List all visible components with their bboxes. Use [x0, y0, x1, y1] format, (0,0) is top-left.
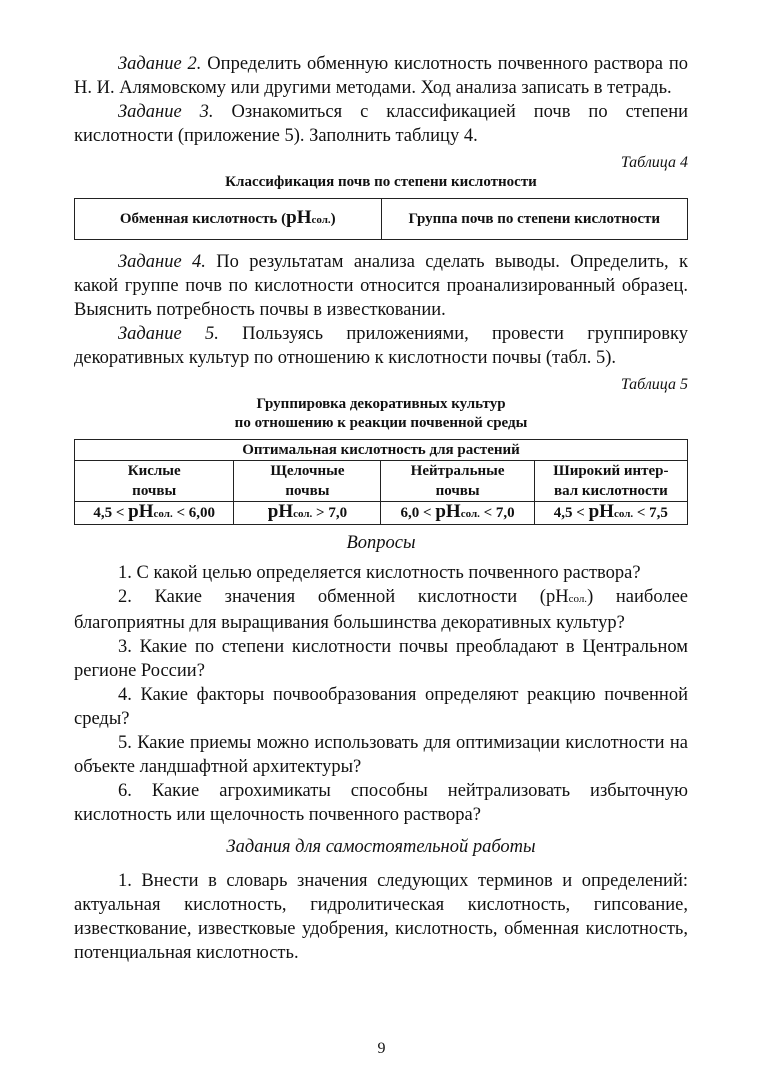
question-2 — [74, 585, 688, 635]
task4-text: По результатам анализа сделать выводы. Определить, к какой группе почв по кислотности относится проанализированный образец. Выяснить потребность почвы в известковании. — [74, 252, 688, 320]
col1-close: ) — [330, 211, 336, 227]
range-sub: сол. — [460, 508, 480, 520]
col-label-line2: почвы — [285, 483, 330, 499]
table4 — [74, 198, 688, 240]
table5-header-row — [75, 440, 688, 461]
task4-label: Задание 4. — [118, 252, 206, 272]
table5-caption: Таблица 5 — [620, 376, 688, 393]
range-ph: pH — [435, 501, 461, 522]
table4-title: Классификация почв по степени кислотности — [225, 174, 537, 190]
table5-title-line1: Группировка декоративных культур — [256, 396, 506, 412]
table5-range-wide — [534, 502, 687, 525]
col1-ph: pH — [286, 207, 312, 228]
range-post: < 6,00 — [172, 505, 216, 521]
task2-label: Задание 2. — [118, 54, 202, 74]
task5-paragraph — [74, 322, 688, 370]
range-sub: сол. — [613, 508, 634, 520]
table5-row-ranges — [75, 502, 688, 525]
self-work-task-1: 1. Внести в словарь значения следующих терминов и определений: актуальная кислотность, гидролитическая кислотность, гипсование, известкование, известковые удобрения, кислотность, обменная кислотность, потенциальная кислотность. — [74, 871, 688, 963]
task5-label: Задание 5. — [118, 324, 219, 344]
range-sub: сол. — [153, 508, 173, 520]
table5-range-neutral — [381, 502, 534, 525]
col-label-line1: Нейтральные — [410, 463, 505, 479]
range-pre: 4,5 < — [93, 505, 129, 521]
page — [74, 52, 688, 965]
table5-col-wide — [534, 461, 687, 502]
table5-range-alkaline — [234, 502, 381, 525]
table4-header-row — [75, 199, 688, 240]
table5-col-alkaline — [234, 461, 381, 502]
col-label-line2: почвы — [435, 483, 480, 499]
col-label-line2: вал кислотности — [553, 483, 668, 499]
col1-sub: сол. — [311, 214, 331, 226]
range-ph: pH — [267, 501, 294, 522]
range-ph: pH — [128, 501, 154, 522]
table5-header: Оптимальная кислотность для растений — [75, 440, 688, 461]
question-3: 3. Какие по степени кислотности почвы преобладают в Центральном регионе России? — [74, 637, 688, 681]
question-2-pre: 2. Какие значения обменной кислотности (pH — [118, 587, 569, 607]
table5-range-acid — [75, 502, 234, 525]
col1-text: Обменная кислотность ( — [119, 211, 287, 227]
range-pre: 6,0 < — [400, 505, 436, 521]
task3-label: Задание 3. — [118, 102, 214, 122]
table5-title-line2: по отношению к реакции почвенной среды — [234, 415, 528, 431]
col-label-line2: почвы — [132, 483, 177, 499]
table5-col-acid — [75, 461, 234, 502]
range-pre: 4,5 < — [553, 505, 589, 521]
col-label-line1: Широкий интер- — [553, 463, 669, 479]
table4-col2-header — [381, 199, 688, 240]
table4-caption: Таблица 4 — [620, 154, 688, 171]
table5 — [74, 439, 688, 525]
table5-col-neutral — [381, 461, 534, 502]
question-2-post: ) наиболее благоприятны для выращивания большинства декоративных культур? — [74, 587, 688, 633]
range-post: < 7,5 — [633, 505, 668, 521]
question-4: 4. Какие факторы почвообразования определяют реакцию почвенной среды? — [74, 685, 688, 729]
task3-paragraph — [74, 100, 688, 148]
task3-text: Ознакомиться с классификацией почв по степени кислотности (приложение 5). Заполнить таблицу 4. — [74, 102, 688, 146]
page-number: 9 — [377, 1040, 386, 1057]
task2-text: Определить обменную кислотность почвенного раствора по Н. И. Алямовскому или другими методами. Ход анализа записать в тетрадь. — [74, 54, 688, 98]
question-6: 6. Какие агрохимикаты способны нейтрализовать избыточную кислотность или щелочность почвенного раствора? — [74, 781, 688, 825]
task2-paragraph — [74, 52, 688, 100]
question-2-sub: сол. — [568, 593, 588, 605]
table4-col1-header — [75, 199, 382, 240]
task5-text: Пользуясь приложениями, провести группировку декоративных культур по отношению к кислотности почвы (табл. 5). — [74, 324, 688, 368]
table5-row-labels — [75, 461, 688, 502]
self-work-heading: Задания для самостоятельной работы — [226, 837, 536, 857]
col-label-line1: Щелочные — [270, 463, 345, 479]
range-sub: сол. — [293, 508, 313, 520]
range-post: < 7,0 — [479, 505, 515, 521]
col2-text: Группа почв по степени кислотности — [408, 211, 661, 227]
range-ph: pH — [588, 501, 614, 522]
question-5: 5. Какие приемы можно использовать для оптимизации кислотности на объекте ландшафтной архитектуры? — [74, 733, 688, 777]
questions-heading: Вопросы — [346, 533, 416, 553]
task4-paragraph — [74, 250, 688, 322]
question-1: 1. С какой целью определяется кислотность почвенного раствора? — [118, 563, 641, 583]
range-post: > 7,0 — [312, 505, 348, 521]
col-label-line1: Кислые — [127, 463, 181, 479]
